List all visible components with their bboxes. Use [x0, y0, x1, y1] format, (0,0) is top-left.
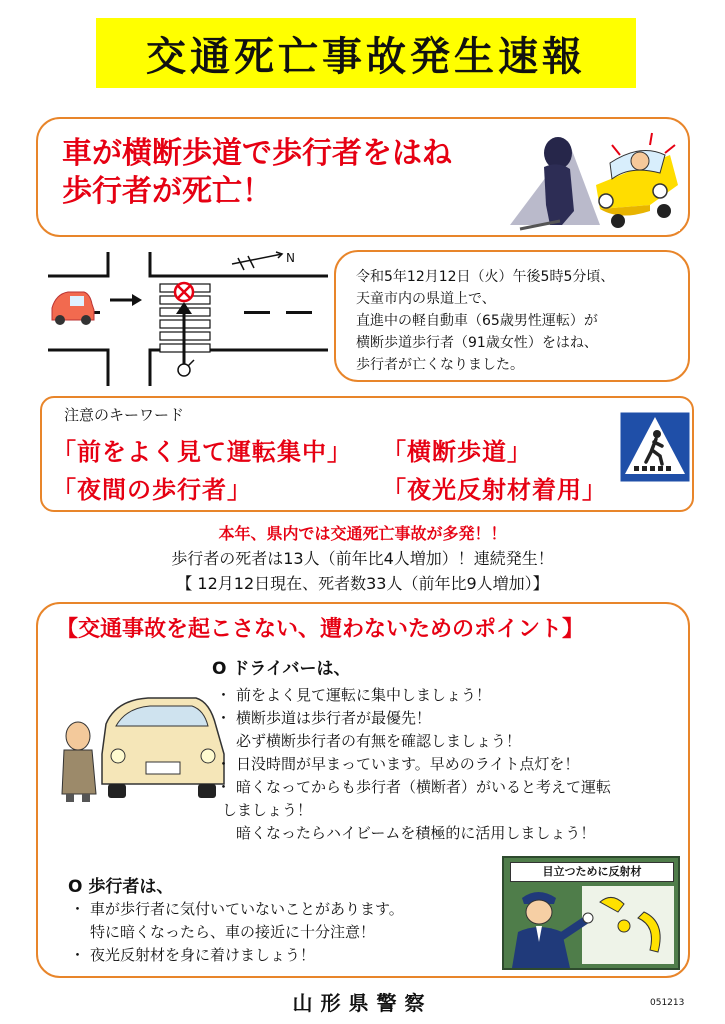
headline-text — [62, 135, 452, 211]
headline-line-1: 車が横断歩道で歩行者をはね — [62, 136, 452, 171]
accident-map — [38, 248, 328, 388]
keyword-4: 「夜光反射材着用」 — [382, 476, 607, 504]
incident-line-5: 歩行者が亡くなりました。 — [356, 357, 524, 373]
headline-line-2: 歩行者が死亡！ — [62, 174, 272, 209]
keyword-1: 「前をよく見て運転集中」 — [52, 438, 352, 466]
pedestrian-bullets — [68, 898, 404, 967]
document-code: 051213 — [650, 998, 685, 1008]
page-title: 交通死亡事故発生速報 — [96, 18, 636, 88]
pedestrian-heading: O 歩行者は、 — [68, 877, 174, 897]
night-crash-illustration — [500, 125, 680, 231]
crosswalk-sign-icon — [620, 412, 690, 482]
keywords-label: 注意のキーワード — [64, 406, 185, 424]
points-title: 【交通事故を起こさない、遭わないためのポイント】 — [56, 617, 585, 642]
driver-bullet-4-cont-1: しましょう！ — [222, 801, 313, 819]
driver-bullet-4: ・ 暗くなってからも歩行者（横断者）がいると考えて運転 — [216, 778, 612, 796]
alert-line-2: 歩行者の死者は13人（前年比4人増加）！連続発生！ — [171, 549, 554, 568]
driver-bullet-4-cont-2: 暗くなったらハイビームを積極的に活用しましょう！ — [236, 824, 596, 842]
points-box — [36, 602, 690, 978]
poster-sign: 目立つために反射材 — [510, 862, 674, 882]
pedestrian-bullet-1: ・ 車が歩行者に気付いていないことがあります。 — [70, 900, 404, 918]
car-pedestrian-illustration — [56, 684, 228, 804]
pedestrian-bullet-2: ・ 夜光反射材を身に着けましょう！ — [70, 946, 316, 964]
incident-line-3: 直進中の軽自動車（65歳男性運転）が — [356, 313, 598, 329]
keyword-2: 「横断歩道」 — [382, 438, 532, 466]
reflector-poster — [502, 856, 680, 970]
driver-heading: O ドライバーは、 — [212, 659, 351, 679]
incident-line-2: 天童市内の県道上で、 — [356, 291, 496, 307]
incident-text — [356, 266, 614, 376]
keyword-3: 「夜間の歩行者」 — [52, 476, 252, 504]
pedestrian-bullet-1-cont: 特に暗くなったら、車の接近に十分注意！ — [90, 923, 376, 941]
alert-line-3: 【 12月12日現在、死者数33人（前年比9人増加）】 — [176, 574, 549, 593]
driver-bullet-3: ・ 日没時間が早まっています。早めのライト点灯を！ — [216, 755, 580, 773]
north-label: N — [286, 251, 295, 265]
driver-bullet-2-cont: 必ず横断歩行者の有無を確認しましょう！ — [236, 732, 522, 750]
incident-line-1: 令和5年12月12日（火）午後5時5分頃、 — [356, 269, 615, 285]
headline-box — [36, 117, 690, 237]
driver-bullets — [214, 684, 611, 845]
footer-org: 山形県警察 — [292, 991, 433, 1015]
driver-bullet-1: ・ 前をよく見て運転に集中しましょう！ — [216, 686, 492, 704]
incident-box — [334, 250, 690, 382]
officer-illustration — [504, 882, 678, 968]
driver-bullet-2: ・ 横断歩道は歩行者が最優先！ — [216, 709, 432, 727]
alert-line-1: 本年、県内では交通死亡事故が多発！！ — [218, 524, 507, 543]
incident-line-4: 横断歩道歩行者（91歳女性）をはね、 — [356, 335, 598, 351]
keywords-box — [40, 396, 694, 512]
